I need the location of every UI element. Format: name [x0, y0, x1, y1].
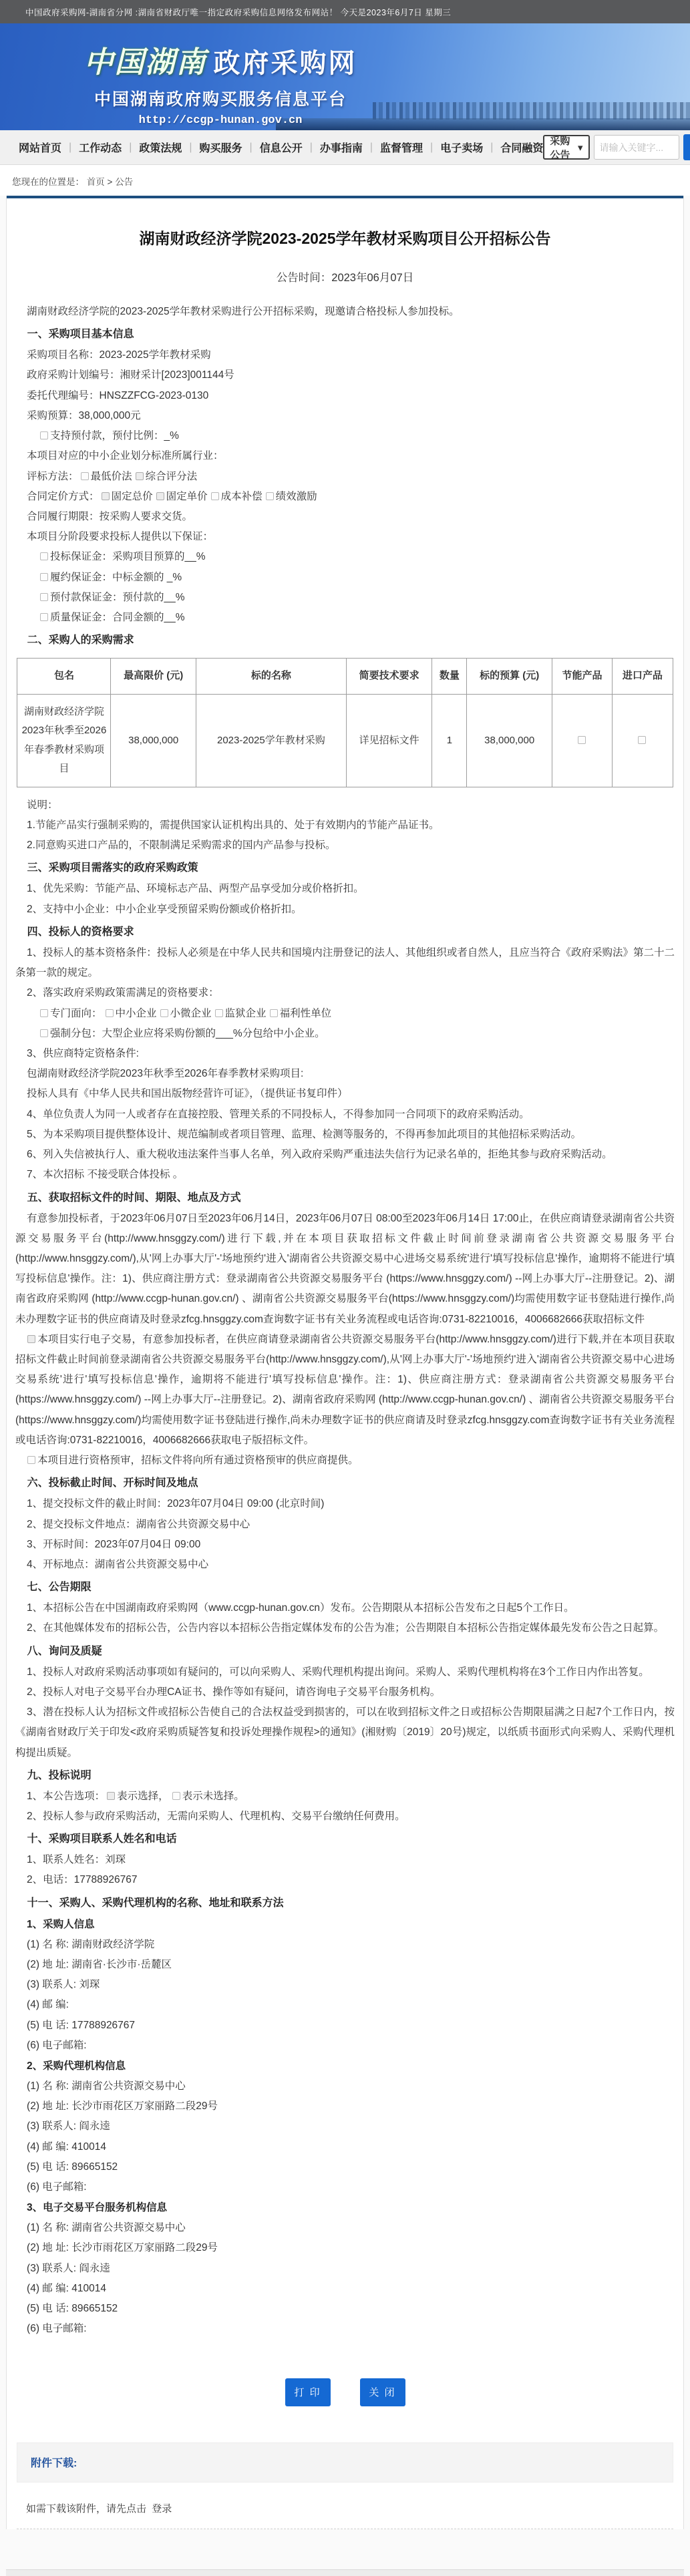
checkbox-unchecked[interactable]	[40, 552, 48, 560]
paragraph: 本项目分阶段要求投标人提供以下保证：	[27, 531, 214, 543]
paragraph: (5) 电 话: 89665152	[27, 2161, 118, 2173]
checkbox-option-label: 监狱企业	[224, 1007, 267, 1019]
nav-item-5[interactable]: | 办事指南	[303, 140, 363, 155]
breadcrumb-current-link[interactable]: 公告	[115, 177, 134, 187]
paragraph: 4、开标地点：湖南省公共资源交易中心	[27, 1559, 209, 1570]
checkbox-checked[interactable]	[102, 492, 110, 500]
checkbox-unchecked[interactable]	[106, 1009, 114, 1017]
table-cell	[552, 694, 612, 787]
checkbox-unchecked[interactable]	[270, 1009, 278, 1017]
paragraph: 3、开标时间：2023年07月04日 09:00	[27, 1538, 201, 1550]
checkbox-unchecked[interactable]	[578, 736, 586, 744]
section-heading: 五、获取招标文件的时间、期限、地点及方式	[27, 1191, 241, 1204]
search-area	[543, 134, 690, 160]
action-buttons	[15, 2378, 675, 2406]
paragraph: (4) 邮 编:	[27, 1999, 69, 2011]
paragraph: 包湖南财政经济学院2023年秋季至2026年春季教材采购项目:	[27, 1068, 304, 1080]
checkbox-option-label: 表示未选择。	[182, 1790, 244, 1802]
paragraph: 2、落实政府采购政策需满足的资格要求：	[27, 987, 219, 999]
checkbox-option-label: 预付款保证金：预付款的__%	[50, 591, 185, 603]
paragraph: (3) 联系人: 阎永逵	[27, 2262, 110, 2274]
checkbox-option-label: 强制分包：大型企业应将采购份额的___%分包给中小企业。	[50, 1027, 325, 1039]
paragraph: (6) 电子邮箱:	[27, 2181, 87, 2193]
paragraph: 4、单位负责人为同一人或者存在直接控股、管理关系的不同投标人，不得参加同一合同项下的政府采购活动。	[27, 1108, 530, 1120]
paragraph: 2.同意购买进口产品的，不限制满足采购需求的国内产品参与投标。	[27, 840, 336, 852]
attachment-section	[15, 2442, 675, 2529]
paragraph: (1) 名 称: 湖南省公共资源交易中心	[27, 2080, 186, 2092]
checkbox-unchecked[interactable]	[40, 573, 48, 581]
checkbox-option-label: 福利性单位	[279, 1007, 332, 1019]
breadcrumb-prefix: 您现在的位置是：	[12, 177, 84, 187]
checkbox-option-label: 本项目进行资格预审，招标文件将向所有通过资格预审的供应商提供。	[37, 1455, 359, 1467]
sub-heading: 3、电子交易平台服务机构信息	[27, 2202, 168, 2214]
checkbox-line-label: 合同定价方式：	[27, 490, 100, 502]
nav-item-0[interactable]: 网站首页	[19, 143, 62, 154]
checkbox-line-label: 1、本公告选项：	[27, 1790, 106, 1802]
section-heading: 九、投标说明	[27, 1769, 92, 1781]
requirements-table	[17, 658, 673, 787]
search-input[interactable]	[594, 135, 679, 160]
table-cell: 湖南财政经济学院2023年秋季至2026年春季教材采购项目	[17, 694, 111, 787]
paragraph: 3、潜在投标人认为招标文件或招标公告使自己的合法权益受到损害的，可以在收到招标文件之日或招标公告期限届满之日起7个工作日内，按《湖南省财政厅关于印发<政府采购质疑答复和投诉处理操作规程>的通知》(湘财购〔2019〕20号)规定，以纸质书面形式向采购人、采购代理机构提出质疑。	[15, 1706, 675, 1759]
paragraph: 1、投标人的基本资格条件：投标人必须是在中华人民共和国境内注册登记的法人、其他组织或者自然人，且应当符合《政府采购法》第二十二条第一款的规定。	[15, 946, 675, 979]
sub-heading: 1、采购人信息	[27, 1918, 95, 1930]
topbar	[0, 0, 690, 23]
checkbox-line	[15, 1451, 675, 1471]
breadcrumb	[0, 165, 690, 196]
checkbox-line	[15, 426, 675, 446]
checkbox-paragraph-text: 本项目实行电子交易，有意参加投标者，在供应商请登录湖南省公共资源交易服务平台(http://www.hnsggzy.com/)进行下载,并在本项目获取招标文件截止时间前登录湖南省公共资源交易服务平台(http://www.hnsggzy.com/),从'网上办事大厅'-'场地预约'进入'湖南省公共资源交易中心进场交易系统'进行'填写投标信息'操作，逾期将不能进行'填写投标信息'操作。注：1)、供应商注册方式：登录湖南省公共资源交易服务平台 (https://www.hnsggzy.com/) --网上办事大厅--注册登记。2)、湖南省政府采购网 (http://www.ccgp-hunan.gov.cn/) 、湖南省公共资源交易服务平台(https://www.hnsggzy.com/)均需使用数字证书登陆进行操作,尚未办理数字证书的供应商请及时登录zfcg.hnsggzy.com查询数字证书有关业务流程或电话咨询:0731-82210016，4006682666获取电子版招标文件。	[15, 1333, 675, 1446]
table-header-cell: 数量	[432, 659, 467, 695]
nav-item-7[interactable]: | 电子卖场	[423, 140, 483, 155]
paragraph: 本项目对应的中小企业划分标准所属行业：	[27, 450, 224, 462]
table-cell: 1	[432, 694, 467, 787]
checkbox-option-label: 表示选择，	[117, 1790, 169, 1802]
banner-subtitle: 中国湖南政府购买服务信息平台	[94, 90, 347, 109]
nav-item-8[interactable]: | 合同融资	[483, 140, 543, 155]
nav-item-2[interactable]: | 政策法规	[122, 140, 182, 155]
attachment-note: 如需下载该附件，请先点击 登录	[17, 2482, 673, 2529]
banner-url: http://ccgp-hunan.gov.cn	[138, 114, 303, 127]
checkbox-unchecked[interactable]	[638, 736, 646, 744]
paragraph: 5、为本采购项目提供整体设计、规范编制或者项目管理、监理、检测等服务的，不得再参加此项目的其他招标采购活动。	[27, 1128, 582, 1140]
site-banner	[0, 23, 690, 130]
login-link[interactable]: 登录	[152, 2503, 172, 2515]
table-header-cell: 进口产品	[613, 659, 673, 695]
paragraph: (6) 电子邮箱:	[27, 2039, 87, 2051]
paragraph: 采购预算：38,000,000元	[27, 409, 141, 421]
breadcrumb-home-link[interactable]: 首页	[86, 177, 105, 187]
announcement-title: 湖南财政经济学院2023-2025学年教材采购项目公开招标公告	[139, 230, 551, 247]
sub-heading: 2、采购代理机构信息	[27, 2060, 126, 2072]
checkbox-line	[15, 467, 675, 487]
checkbox-line	[15, 588, 675, 608]
table-header-cell: 最高限价 (元)	[111, 659, 196, 695]
checkbox-unchecked[interactable]	[40, 1009, 48, 1017]
close-button[interactable]: 关 闭	[360, 2378, 405, 2406]
checkbox-checked[interactable]	[156, 492, 164, 500]
checkbox-option-label: 专门面向：	[50, 1007, 102, 1019]
checkbox-option-label: 固定单价	[166, 490, 208, 502]
nav-item-3[interactable]: | 购买服务	[182, 140, 242, 155]
section-heading: 十一、采购人、采购代理机构的名称、地址和联系方法	[27, 1897, 284, 1909]
paragraph: (4) 邮 编: 410014	[27, 2141, 106, 2153]
table-header-cell: 标的预算 (元)	[467, 659, 552, 695]
checkbox-unchecked[interactable]	[172, 1792, 180, 1800]
table-cell: 38,000,000	[111, 694, 196, 787]
paragraph: 1、投标人对政府采购活动事项如有疑问的，可以向采购人、采购代理机构提出询问。采购人、采购代理机构将在3个工作日内作出答复。	[27, 1666, 649, 1678]
logo-title: 政府采购网	[213, 49, 357, 78]
checkbox-unchecked[interactable]	[40, 431, 48, 439]
paragraph: (2) 地 址: 长沙市雨花区万家丽路二段29号	[27, 2242, 218, 2254]
checkbox-unchecked[interactable]	[40, 593, 48, 601]
section-heading: 一、采购项目基本信息	[27, 329, 134, 341]
announcement-body	[15, 302, 675, 2340]
attachment-header: 附件下载:	[17, 2442, 673, 2482]
paragraph: (2) 地 址: 湖南省·长沙市·岳麓区	[27, 1958, 172, 1970]
paragraph: 政府采购计划编号：湘财采计[2023]001144号	[27, 369, 234, 381]
paragraph: 2、电话：17788926767	[27, 1874, 138, 1886]
paragraph: 湖南财政经济学院的2023-2025学年教材采购进行公开招标采购，现邀请合格投标人参加投标。	[27, 306, 460, 317]
table-cell	[613, 694, 673, 787]
breadcrumb-separator: >	[107, 177, 113, 187]
paragraph: 委托代理编号：HNSZZFCG-2023-0130	[27, 389, 209, 401]
paragraph: 1、联系人姓名：刘琛	[27, 1854, 126, 1866]
paragraph: 合同履行期限：按采购人要求交货。	[27, 510, 193, 522]
nav-item-6[interactable]: | 监督管理	[363, 140, 423, 155]
checkbox-checked[interactable]	[107, 1792, 115, 1800]
paragraph: (3) 联系人: 阎永逵	[27, 2121, 110, 2133]
paragraph: (5) 电 话: 17788926767	[27, 2019, 136, 2031]
table-header-cell: 简要技术要求	[346, 659, 432, 695]
checkbox-option-label: 固定总价	[111, 490, 153, 502]
nav-list	[19, 140, 543, 155]
paragraph: (1) 名 称: 湖南财政经济学院	[27, 1938, 155, 1950]
topbar-text: 中国政府采购网-湖南省分网 :湖南省财政厅唯一指定政府采购信息网络发布网站！ 今天是2023年6月7日 星期三	[25, 7, 452, 17]
paragraph: 1.节能产品实行强制采购的，需提供国家认证机构出具的、处于有效期内的节能产品证书。	[27, 819, 440, 831]
checkbox-line	[15, 1787, 675, 1807]
section-heading: 十、采购项目联系人姓名和电话	[27, 1833, 177, 1845]
table-cell: 详见招标文件	[346, 694, 432, 787]
print-button[interactable]: 打 印	[285, 2378, 331, 2406]
paragraph: (4) 邮 编: 410014	[27, 2282, 106, 2294]
paragraph: 投标人具有《中华人民共和国出版物经营许可证》，（提供证书复印件）	[27, 1088, 348, 1100]
paragraph: 2、支持中小企业：中小企业享受预留采购份额或价格折扣。	[27, 903, 302, 915]
checkbox-line	[15, 1004, 675, 1024]
paragraph: 1、提交投标文件的截止时间：2023年07月04日 09:00 (北京时间)	[27, 1498, 325, 1510]
logo-calligraphy: 中国湖南	[83, 46, 207, 79]
paragraph: 2、在其他媒体发布的招标公告，公告内容以本招标公告指定媒体发布的公告为准；公告期限自本招标公告指定媒体最先发布公告之日起算。	[27, 1622, 665, 1634]
table-header-cell: 节能产品	[552, 659, 612, 695]
section-heading: 六、投标截止时间、开标时间及地点	[27, 1477, 198, 1489]
checkbox-unchecked[interactable]	[215, 1009, 223, 1017]
paragraph: (5) 电 话: 89665152	[27, 2303, 118, 2315]
checkbox-line	[15, 1024, 675, 1044]
paragraph: 7、本次招标 不接受联合体投标 。	[27, 1169, 184, 1181]
checkbox-unchecked[interactable]	[211, 492, 219, 500]
checkbox-line	[15, 568, 675, 588]
checkbox-option-label: 小微企业	[170, 1007, 212, 1019]
search-button[interactable]	[683, 134, 690, 160]
table-header-cell: 标的名称	[196, 659, 346, 695]
paragraph: 有意参加投标者，于2023年06月07日至2023年06月14日，2023年06月07日 08:00至2023年06月14日 17:00止，在供应商请登录湖南省公共资源交易服务平台(http://www.hnsggzy.com/)进行下载,并在本项目获取招标文件截止时间前登录湖南省公共资源交易服务平台(http://www.hnsggzy.com/),从'网上办事大厅'-'场地预约'进入'湖南省公共资源交易中心进场交易系统'进行'填写投标信息'操作，逾期将不能进行'填写投标信息'操作。注：1)、供应商注册方式：登录湖南省公共资源交易服务平台 (https://www.hnsggzy.com/) --网上办事大厅--注册登记。2)、湖南省政府采购网 (http://www.ccgp-hunan.gov.cn/) 、湖南省公共资源交易服务平台(https://www.hnsggzy.com/)均需使用数字证书登陆进行操作,尚未办理数字证书的供应商请及时登录zfcg.hnsggzy.com查询数字证书有关业务流程或电话咨询:0731-82210016，4006682666获取招标文件	[15, 1212, 675, 1325]
checkbox-checked[interactable]	[27, 1335, 35, 1343]
checkbox-line	[15, 547, 675, 567]
paragraph: 2、投标人参与政府采购活动，无需向采购人、代理机构、交易平台缴纳任何费用。	[27, 1810, 405, 1822]
checkbox-checked[interactable]	[136, 472, 144, 480]
checkbox-unchecked[interactable]	[81, 472, 89, 480]
table-cell: 2023-2025学年教材采购	[196, 694, 346, 787]
paragraph: 1、优先采购：节能产品、环境标志产品、两型产品享受加分或价格折扣。	[27, 883, 364, 895]
site-logo	[53, 38, 387, 81]
checkbox-unchecked[interactable]	[266, 492, 274, 500]
main-nav	[0, 130, 690, 165]
checkbox-line-label: 评标方法：	[27, 470, 79, 482]
section-heading: 八、询问及质疑	[27, 1645, 102, 1657]
checkbox-line	[15, 487, 675, 507]
footer-strip	[6, 2569, 684, 2576]
checkbox-option-label: 综合评分法	[145, 470, 198, 482]
checkbox-unchecked[interactable]	[160, 1009, 168, 1017]
paragraph: 2、提交投标文件地点：湖南省公共资源交易中心	[27, 1518, 250, 1530]
checkbox-paragraph	[15, 1330, 675, 1451]
city-skyline-image	[373, 102, 690, 120]
paragraph: (1) 名 称: 湖南省公共资源交易中心	[27, 2222, 186, 2234]
category-select-value: 采购公告	[550, 135, 570, 161]
checkbox-option-label: 成本补偿	[220, 490, 263, 502]
table-cell: 38,000,000	[467, 694, 552, 787]
checkbox-option-label: 投标保证金：采购项目预算的__%	[50, 551, 206, 563]
nav-item-4[interactable]: | 信息公开	[242, 140, 303, 155]
category-select[interactable]	[543, 135, 589, 160]
checkbox-option-label: 中小企业	[115, 1007, 157, 1019]
checkbox-unchecked[interactable]	[27, 1456, 35, 1464]
checkbox-line	[15, 608, 675, 628]
paragraph: 2、投标人对电子交易平台办理CA证书、操作等如有疑问，请咨询电子交易平台服务机构。	[27, 1686, 441, 1698]
paragraph: (6) 电子邮箱:	[27, 2323, 87, 2335]
paragraph: 6、列入失信被执行人、重大税收违法案件当事人名单，列入政府采购严重违法失信行为记录名单的，拒绝其参与政府采购活动。	[27, 1149, 613, 1161]
section-heading: 四、投标人的资格要求	[27, 926, 134, 938]
table-row	[17, 694, 673, 787]
section-heading: 二、采购人的采购需求	[27, 634, 134, 647]
paragraph: (2) 地 址: 长沙市雨花区万家丽路二段29号	[27, 2100, 218, 2112]
paragraph: 3、供应商特定资格条件:	[27, 1047, 139, 1059]
nav-item-1[interactable]: | 工作动态	[61, 140, 122, 155]
checkbox-unchecked[interactable]	[40, 1029, 48, 1037]
section-heading: 三、采购项目需落实的政府采购政策	[27, 862, 198, 874]
checkbox-option-label: 质量保证金：合同金额的__%	[50, 612, 185, 624]
section-heading: 七、公告期限	[27, 1582, 92, 1594]
page-body	[6, 196, 684, 2529]
paragraph: 采购项目名称：2023-2025学年教材采购	[27, 349, 211, 361]
checkbox-option-label: 支持预付款，预付比例：_%	[50, 430, 179, 442]
checkbox-option-label: 绩效激励	[275, 490, 317, 502]
paragraph: 1、本招标公告在中国湖南政府采购网（www.ccgp-hunan.gov.cn）发布。公告期限从本招标公告发布之日起5个工作日。	[27, 1602, 574, 1614]
table-header-cell: 包名	[17, 659, 111, 695]
paragraph: 说明：	[27, 799, 58, 811]
checkbox-unchecked[interactable]	[40, 613, 48, 621]
chevron-down-icon: ▾	[577, 142, 583, 154]
checkbox-option-label: 履约保证金：中标金额的 _%	[50, 571, 182, 583]
publish-time: 公告时间：2023年06月07日	[276, 272, 414, 284]
checkbox-option-label: 最低价法	[90, 470, 132, 482]
paragraph: (3) 联系人: 刘琛	[27, 1979, 100, 1991]
